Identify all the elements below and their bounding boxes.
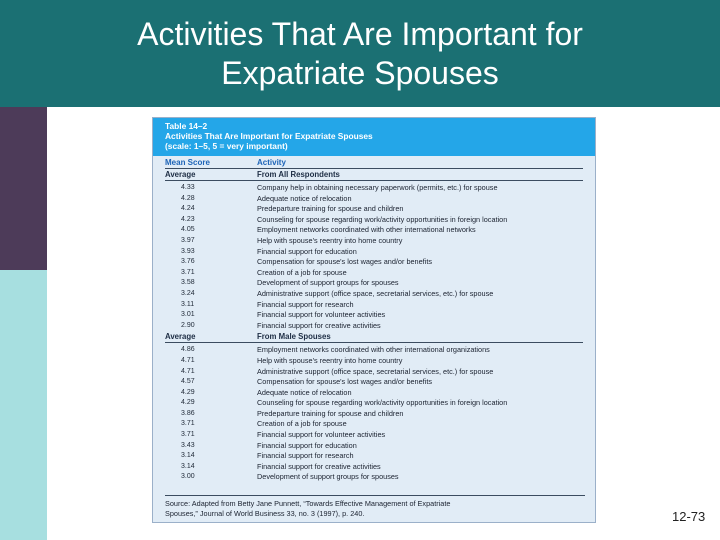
table-row [165, 367, 583, 378]
table-row [165, 289, 583, 300]
activity-cell: Creation of a job for spouse [257, 267, 347, 277]
column-header-activity: Activity [257, 158, 286, 167]
mean-score-cell: 4.33 [181, 184, 195, 191]
table-group-header [165, 332, 583, 343]
table-body [153, 156, 595, 522]
table-row [165, 268, 583, 279]
table-row [165, 247, 583, 258]
mean-score-cell: 3.97 [181, 236, 195, 244]
activity-cell: Financial support for research [257, 451, 354, 461]
mean-score-cell: 3.43 [181, 441, 195, 449]
mean-score-cell: 3.01 [181, 311, 195, 319]
column-header-row [165, 158, 583, 169]
activity-cell: Employment networks coordinated with other international organizations [257, 345, 490, 355]
activity-cell: Counseling for spouse regarding work/activity opportunities in foreign location [257, 398, 508, 408]
table-row [165, 430, 583, 441]
left-accent-dark-block [0, 107, 47, 270]
table-row [165, 377, 583, 388]
table-row [165, 462, 583, 473]
activity-cell: Financial support for creative activities [257, 461, 381, 471]
activity-cell: Development of support groups for spouses [257, 278, 399, 288]
activity-cell: Predeparture training for spouse and children [257, 408, 404, 418]
mean-score-cell: 3.93 [181, 247, 195, 255]
mean-score-cell: 4.29 [181, 388, 195, 396]
table-row [165, 419, 583, 430]
mean-score-cell: 3.76 [181, 258, 195, 266]
mean-score-cell: 3.71 [181, 431, 195, 439]
mean-score-cell: 4.71 [181, 356, 195, 364]
mean-score-cell: 2.90 [181, 321, 195, 329]
mean-score-cell: 3.14 [181, 452, 195, 460]
mean-score-cell: 3.71 [181, 268, 195, 276]
mean-score-cell: 3.58 [181, 279, 195, 287]
mean-score-cell: 4.86 [181, 346, 195, 354]
table-header [153, 118, 595, 156]
mean-score-cell: 4.29 [181, 399, 195, 407]
table-row [165, 257, 583, 268]
mean-score-cell: 3.24 [181, 289, 195, 297]
table-label: Table 14–2 [165, 121, 208, 131]
activity-cell: Adequate notice of relocation [257, 387, 352, 397]
slide-title-line-2: Expatriate Spouses [221, 54, 499, 91]
mean-score-cell: 4.28 [181, 194, 195, 202]
activity-cell: Administrative support (office space, secretarial services, etc.) for spouse [257, 366, 494, 376]
group-score-label: Average [165, 332, 196, 342]
table-row [165, 472, 583, 483]
activity-cell: Creation of a job for spouse [257, 419, 347, 429]
table-row [165, 398, 583, 409]
table-row [165, 409, 583, 420]
activity-cell: Financial support for volunteer activities [257, 310, 386, 320]
activity-cell: Financial support for education [257, 246, 357, 256]
table-row [165, 321, 583, 332]
table-row [165, 194, 583, 205]
table-row [165, 215, 583, 226]
activity-cell: Company help in obtaining necessary paperwork (permits, etc.) for spouse [257, 183, 498, 192]
source-line-1: Source: Adapted from Betty Jane Punnett, “Towards Effective Management of Expatriate [165, 499, 451, 508]
mean-score-cell: 4.24 [181, 205, 195, 213]
source-line-2: Spouses,” Journal of World Business 33, no. 3 (1997), p. 240. [165, 509, 365, 518]
title-bar [0, 0, 720, 107]
left-accent-light-block [0, 270, 47, 540]
mean-score-cell: 4.57 [181, 378, 195, 386]
table-row [165, 278, 583, 289]
mean-score-cell: 3.11 [181, 300, 195, 308]
table-row [165, 451, 583, 462]
table-caption-line-2: (scale: 1–5, 5 = very important) [165, 141, 288, 151]
activity-cell: Compensation for spouse's lost wages and/or benefits [257, 377, 432, 387]
activity-cell: Financial support for creative activities [257, 320, 381, 330]
group-label: From All Respondents [257, 170, 340, 179]
table-caption-line-1: Activities That Are Important for Expatriate Spouses [165, 131, 373, 141]
activity-cell: Counseling for spouse regarding work/activity opportunities in foreign location [257, 214, 508, 224]
activity-cell: Help with spouse's reentry into home country [257, 235, 403, 245]
activity-cell: Employment networks coordinated with other international networks [257, 225, 476, 235]
activity-cell: Development of support groups for spouses [257, 472, 399, 482]
slide-number: 12-73 [672, 509, 706, 524]
activity-cell: Adequate notice of relocation [257, 193, 352, 203]
table-group-header [165, 170, 583, 181]
mean-score-cell: 3.14 [181, 462, 195, 470]
table-row [165, 345, 583, 356]
table-image [152, 117, 596, 523]
table-group-rows [165, 343, 583, 483]
table-row [165, 183, 583, 194]
table-row [165, 441, 583, 452]
activity-cell: Help with spouse's reentry into home country [257, 355, 403, 365]
activity-cell: Financial support for research [257, 299, 354, 309]
column-header-mean-score: Mean Score [165, 158, 210, 167]
activity-cell: Compensation for spouse's lost wages and/or benefits [257, 257, 432, 267]
mean-score-cell: 3.00 [181, 473, 195, 481]
group-label: From Male Spouses [257, 332, 331, 342]
table-row [165, 236, 583, 247]
table-row [165, 204, 583, 215]
mean-score-cell: 3.86 [181, 409, 195, 417]
table-row [165, 310, 583, 321]
table-row [165, 300, 583, 311]
mean-score-cell: 3.71 [181, 420, 195, 428]
slide-title-line-1: Activities That Are Important for [137, 15, 583, 52]
activity-cell: Financial support for education [257, 440, 357, 450]
group-score-label: Average [165, 170, 196, 179]
table-groups [165, 170, 583, 483]
mean-score-cell: 4.05 [181, 226, 195, 234]
mean-score-cell: 4.71 [181, 367, 195, 375]
table-row [165, 356, 583, 367]
table-row [165, 225, 583, 236]
activity-cell: Administrative support (office space, secretarial services, etc.) for spouse [257, 288, 494, 298]
mean-score-cell: 4.23 [181, 215, 195, 223]
table-source [165, 495, 585, 519]
activity-cell: Predeparture training for spouse and children [257, 204, 404, 214]
table-row [165, 388, 583, 399]
table-group-rows [165, 181, 583, 331]
activity-cell: Financial support for volunteer activities [257, 430, 386, 440]
